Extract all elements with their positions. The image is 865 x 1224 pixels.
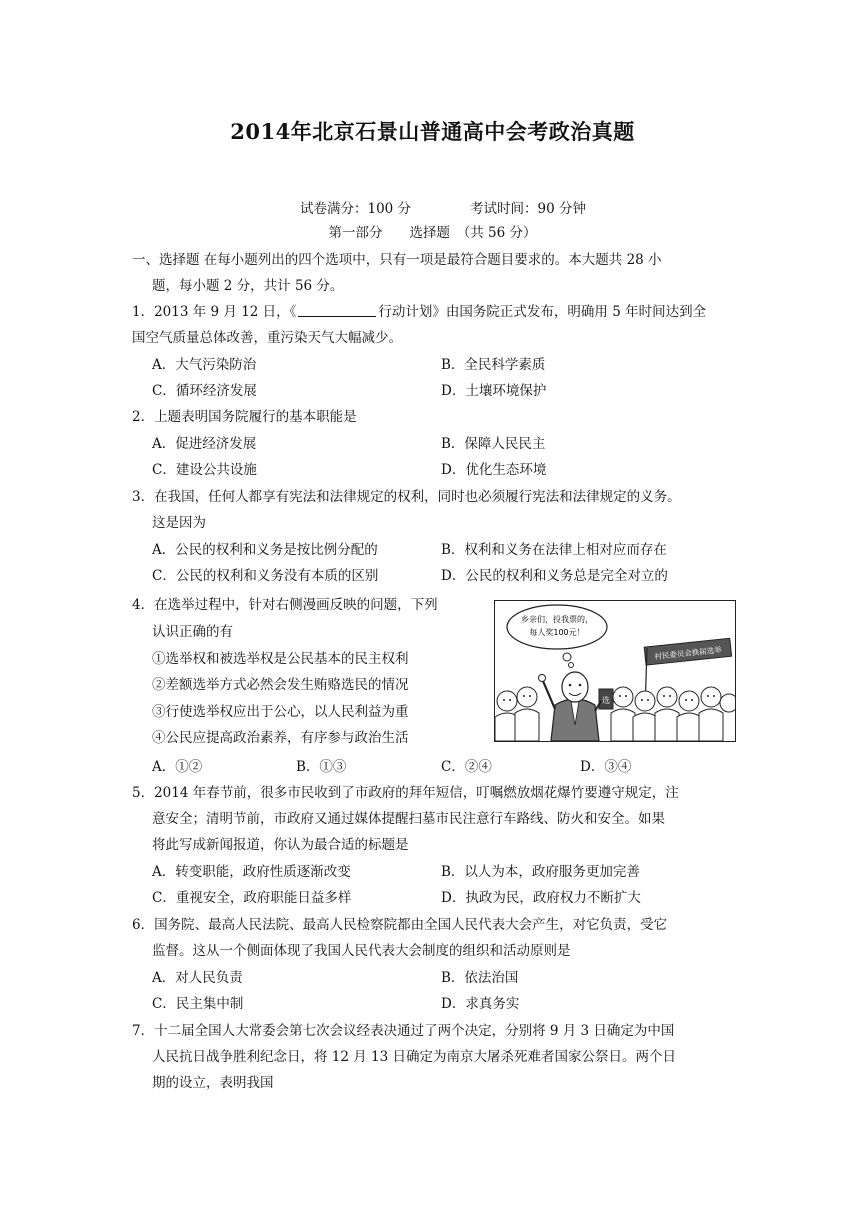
bubble-text-1: 乡亲们，投我票的， <box>521 615 593 624</box>
q6-stem-line1: 6．国务院、最高人民法院、最高人民检察院都由全国人民代表大会产生，对它负责，受它 <box>132 917 668 933</box>
crowd-head <box>517 687 537 707</box>
q5-option-a: A．转变职能，政府性质逐渐改变 <box>152 864 351 880</box>
raised-hand <box>539 675 546 682</box>
q5-option-c: C．重视安全，政府职能日益多样 <box>152 890 352 906</box>
crowd-body <box>699 709 723 741</box>
q1-stem-line1 <box>132 303 706 321</box>
q5-option-d: D．执政为民，政府权力不断扩大 <box>441 890 641 906</box>
q4-stem-line2: 认识正确的有 <box>152 624 233 640</box>
q7-stem-line2: 人民抗日战争胜利纪念日，将 12 月 13 日确定为南京大屠杀死难者国家公祭日。两个日 <box>152 1049 677 1065</box>
q3-option-d: D．公民的权利和义务总是完全对立的 <box>441 568 668 584</box>
section-intro-line1: 一、选择题 在每小题列出的四个选项中，只有一项是最符合题目要求的。本大题共 28 小 <box>132 252 662 268</box>
q6-stem-line2: 监督。这从一个侧面体现了我国人民代表大会制度的组织和活动原则是 <box>152 943 571 959</box>
q3-option-c: C．公民的权利和义务没有本质的区别 <box>152 568 379 584</box>
bubble-dot <box>569 663 574 668</box>
crowd-head <box>720 694 735 712</box>
q4-statement-3: ③行使选举权应出于公心，以人民利益为重 <box>152 704 409 720</box>
q4-stem-line1: 4．在选举过程中，针对右侧漫画反映的问题，下列 <box>132 597 438 613</box>
election-cartoon <box>494 600 736 742</box>
q6-option-a: A．对人民负责 <box>152 970 243 986</box>
crowd-head <box>613 687 633 707</box>
candidate-figure <box>539 672 614 741</box>
part-heading: 第一部分 选择题 （共 56 分） <box>328 225 537 241</box>
q4-option-c: C．②④ <box>441 759 492 775</box>
crowd-head <box>497 691 517 711</box>
q1-option-a: A．大气污染防治 <box>152 357 257 373</box>
candidate-head <box>562 672 588 702</box>
q3-stem-line1: 3．在我国，任何人都享有宪法和法律规定的权利，同时也必须履行宪法和法律规定的义务。 <box>132 489 681 505</box>
q7-stem-line3: 期的设立，表明我国 <box>152 1075 274 1091</box>
q2-option-d: D．优化生态环境 <box>441 462 547 478</box>
crowd <box>495 687 735 741</box>
q1-stem-part-a: 1．2013 年 9 月 12 日，《 <box>132 304 297 320</box>
cartoon-drawing <box>495 601 735 741</box>
crowd-body <box>655 709 679 741</box>
q3-stem-line2: 这是因为 <box>152 515 206 531</box>
crowd-body <box>633 713 657 741</box>
raised-arm <box>543 681 555 709</box>
q4-option-d: D．③④ <box>580 759 632 775</box>
crowd-body <box>677 713 701 741</box>
q2-option-b: B．保障人民民主 <box>441 436 546 452</box>
crowd-head <box>635 691 655 711</box>
q2-option-a: A．促进经济发展 <box>152 436 257 452</box>
q6-option-c: C．民主集中制 <box>152 996 244 1012</box>
q1-option-c: C．循环经济发展 <box>152 383 257 399</box>
crowd-head <box>657 687 677 707</box>
crowd-head <box>701 687 721 707</box>
q4-statement-2: ②差额选举方式必然会发生贿赂选民的情况 <box>152 677 409 693</box>
q2-option-c: C．建设公共设施 <box>152 462 257 478</box>
bubble-text-2: 每人奖100元！ <box>529 628 585 637</box>
q3-option-b: B．权利和义务在法律上相对应而存在 <box>441 542 667 558</box>
bubble-dot <box>563 653 571 661</box>
q7-stem-line1: 7．十二届全国人大常委会第七次会议经表决通过了两个决定，分别将 9 月 3 日确定为中国 <box>132 1023 675 1039</box>
q1-option-d: D．土壤环境保护 <box>441 383 547 399</box>
q2-stem-line1: 2．上题表明国务院履行的基本职能是 <box>132 409 357 425</box>
thought-bubble <box>507 605 607 649</box>
q4-option-a: A．①② <box>152 759 203 775</box>
crowd-body <box>515 709 539 741</box>
exam-full-score: 试卷满分：100 分 <box>300 201 412 217</box>
q6-option-b: B．依法治国 <box>441 970 519 986</box>
q5-stem-line1: 5．2014 年春节前，很多市民收到了市政府的拜年短信，叮嘱燃放烟花爆竹要遵守规定，注 <box>132 785 679 801</box>
q1-stem-line2: 国空气质量总体改善，重污染天气大幅减少。 <box>132 330 402 346</box>
exam-time: 考试时间：90 分钟 <box>470 201 586 217</box>
crowd-body <box>611 709 635 741</box>
q1-stem-part-b: 行动计划》由国务院正式发布，明确用 5 年时间达到全 <box>378 304 707 320</box>
page-title: 2014年北京石景山普通高中会考政治真题 <box>230 119 635 144</box>
q5-option-b: B．以人为本，政府服务更加完善 <box>441 864 640 880</box>
q3-option-a: A．公民的权利和义务是按比例分配的 <box>152 542 378 558</box>
crowd-head <box>679 691 699 711</box>
section-intro-line2: 题，每小题 2 分，共计 56 分。 <box>152 278 344 294</box>
q5-stem-line3: 将此写成新闻报道，你认为最合适的标题是 <box>152 837 409 853</box>
q1-option-b: B．全民科学素质 <box>441 357 546 373</box>
q4-option-b: B．①③ <box>296 759 347 775</box>
election-banner <box>644 638 731 665</box>
q4-statement-4: ④公民应提高政治素养，有序参与政治生活 <box>152 730 409 746</box>
q5-stem-line2: 意安全；清明节前，市政府又通过媒体提醒扫墓市民注意行车路线、防火和安全。如果 <box>152 811 665 827</box>
banner-text: 村民委员会换届选举 <box>654 645 723 662</box>
q6-option-d: D．求真务实 <box>441 996 520 1012</box>
answer-blank <box>298 303 376 317</box>
ballot-box-label: 选 <box>602 696 610 705</box>
q4-statement-1: ①选举权和被选举权是公民基本的民主权利 <box>152 651 409 667</box>
